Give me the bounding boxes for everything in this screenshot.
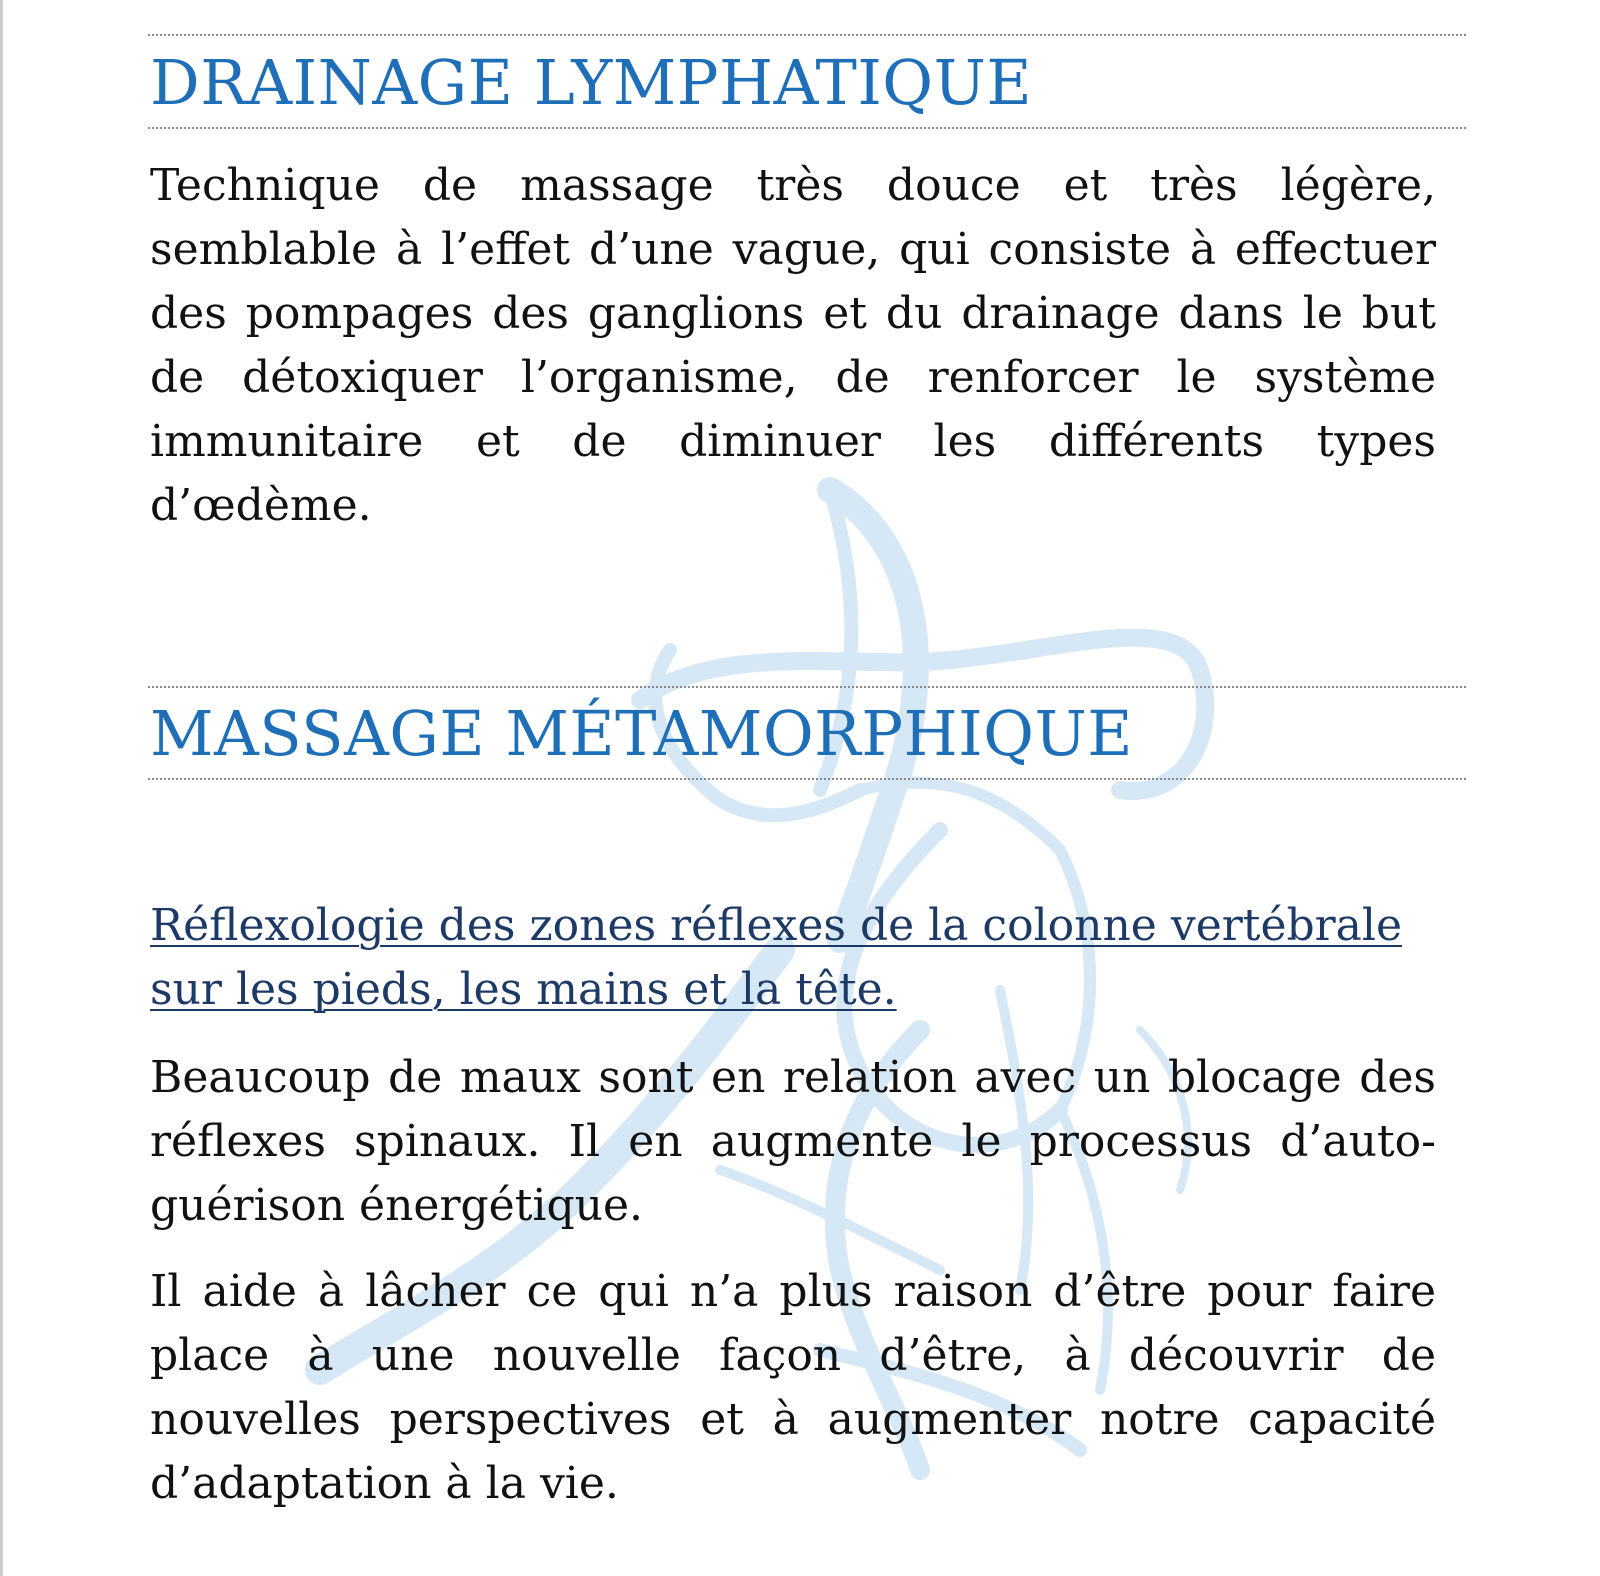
reflexology-subtitle-link[interactable]: Réflexologie des zones réflexes de la colonne vertébrale sur les pieds, les mains et la tête. (150, 900, 1403, 1015)
title-bottom-rule (148, 127, 1466, 129)
title-bottom-rule (148, 778, 1466, 780)
title-top-rule (148, 34, 1466, 36)
page-left-edge (0, 0, 3, 1576)
section-title-drainage: DRAINAGE LYMPHATIQUE (150, 46, 1033, 119)
drainage-paragraph: Technique de massage très douce et très légère, semblable à l’effet d’une vague, qui consiste à effectuer des pompages des ganglions et du drainage dans le but de détoxiquer l’organisme, de renforcer le système immunitaire et de diminuer les différents types d’œdème. (150, 160, 1436, 531)
massage-paragraph-1: Beaucoup de maux sont en relation avec un blocage des réflexes spinaux. Il en augmente le processus d’auto-guérison énergétique. (150, 1052, 1436, 1231)
section-title-massage: MASSAGE MÉTAMORPHIQUE (150, 697, 1133, 770)
massage-paragraph-2: Il aide à lâcher ce qui n’a plus raison d’être pour faire place à une nouvelle façon d’être, à découvrir de nouvelles perspectives et à augmenter notre capacité d’adaptation à la vie. (150, 1266, 1436, 1509)
title-top-rule (148, 686, 1466, 688)
